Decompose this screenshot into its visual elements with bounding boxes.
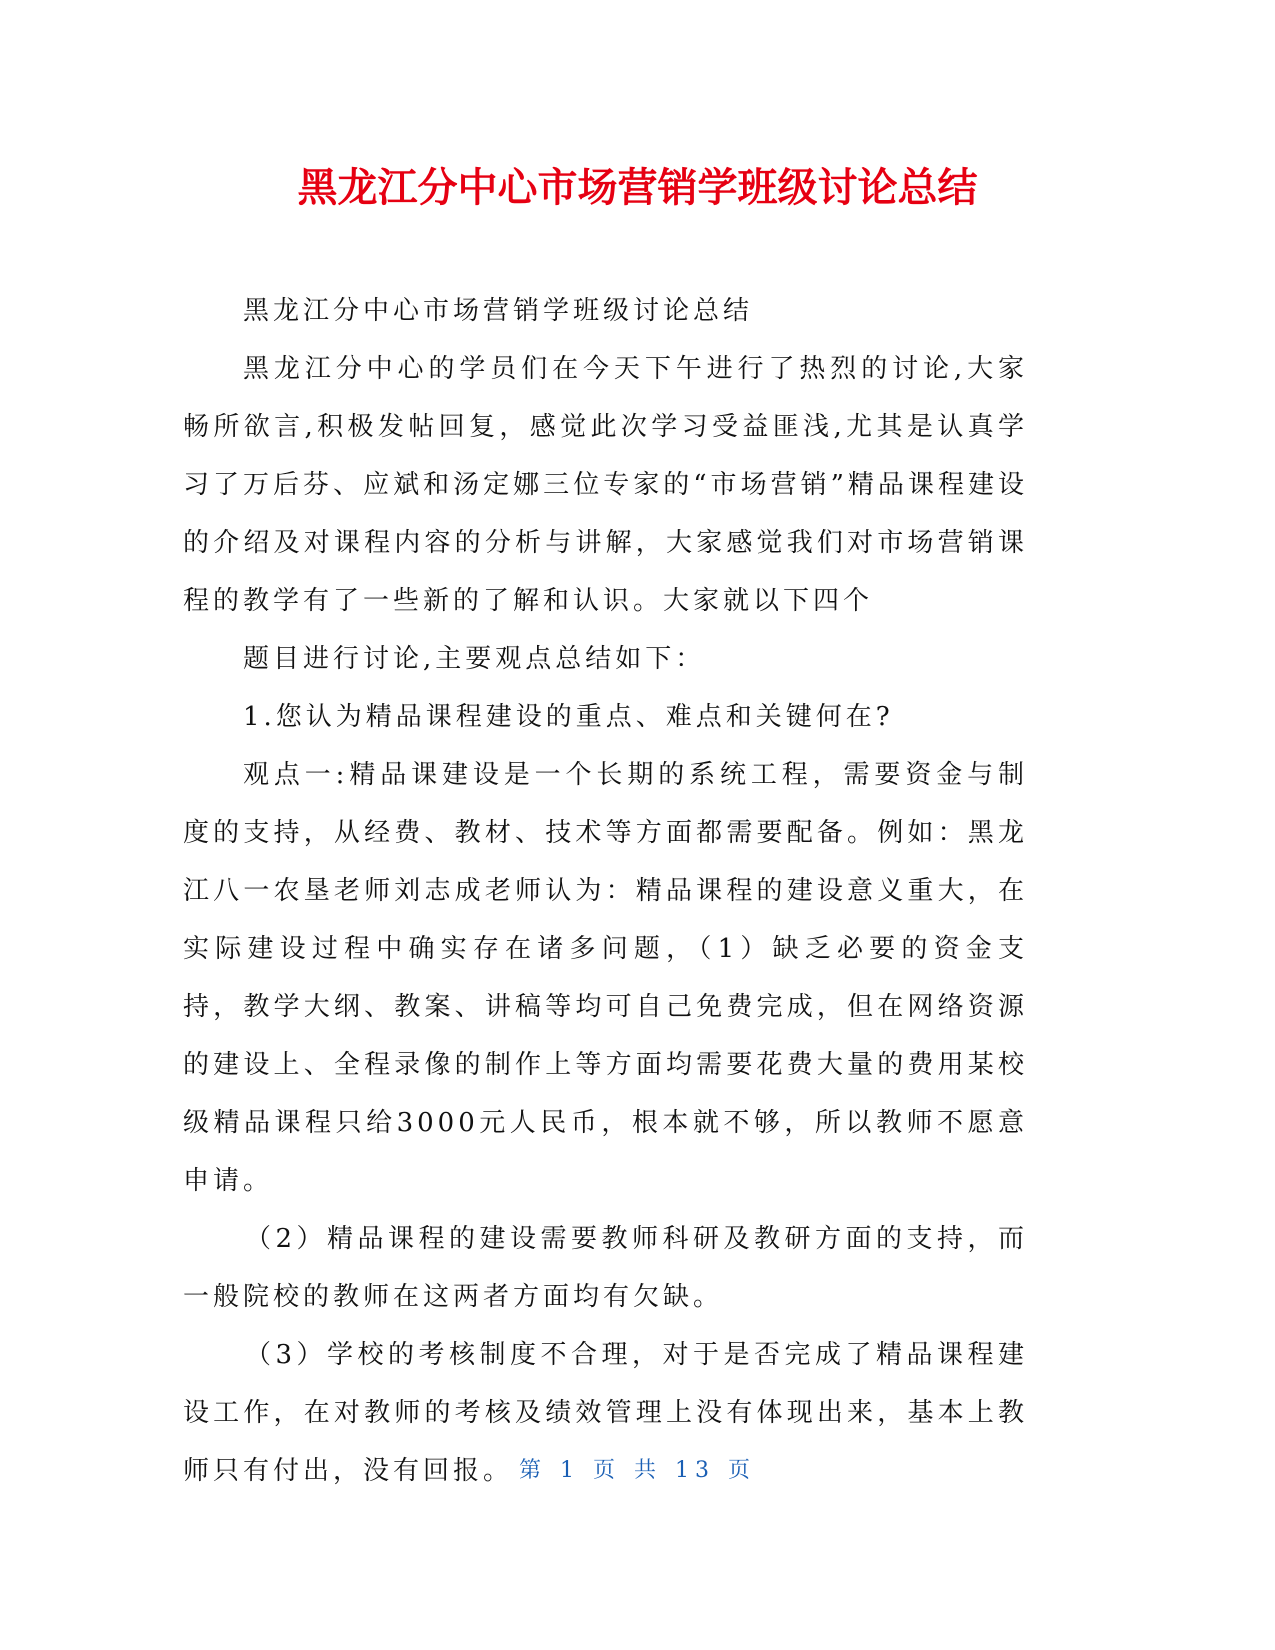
paragraph-question-1: 1.您认为精品课程建设的重点、难点和关键何在? (243, 702, 894, 732)
paragraph-point-3: （3）学校的考核制度不合理，对于是否完成了精品课程建设工作，在对教师的考核及绩效管理上没有体现出来，基本上教师只有付出，没有回报。 (183, 1340, 1028, 1486)
paragraph-point-2: （2）精品课程的建设需要教师科研及教研方面的支持，而一般院校的教师在这两者方面均有欠缺。 (183, 1224, 1028, 1312)
paragraph-intro: 黑龙江分中心的学员们在今天下午进行了热烈的讨论,大家畅所欲言,积极发帖回复，感觉此次学习受益匪浅,尤其是认真学习了万后芬、应斌和汤定娜三位专家的“市场营销”精品课程建设的介绍及对课程内容的分析与讲解，大家感觉我们对市场营销课程的教学有了一些新的了解和认识。大家就以下四个 (183, 354, 1028, 616)
document-body (183, 282, 1028, 1500)
document-title: 黑龙江分中心市场营销学班级讨论总结 (297, 165, 978, 211)
paragraph-heading-repeat: 黑龙江分中心市场营销学班级讨论总结 (243, 296, 754, 326)
page-footer: 第 1 页 共 13 页 (519, 1458, 756, 1483)
paragraph-topic-lead: 题目进行讨论,主要观点总结如下： (243, 644, 706, 674)
paragraph-viewpoint-1: 观点一:精品课建设是一个长期的系统工程，需要资金与制度的支持，从经费、教材、技术等方面都需要配备。例如：黑龙江八一农垦老师刘志成老师认为：精品课程的建设意义重大，在实际建设过程中确实存在诸多问题，（1）缺乏必要的资金支持，教学大纲、教案、讲稿等均可自己免费完成，但在网络资源的建设上、全程录像的制作上等方面均需要花费大量的费用某校级精品课程只给3000元人民币，根本就不够，所以教师不愿意申请。 (183, 760, 1028, 1196)
